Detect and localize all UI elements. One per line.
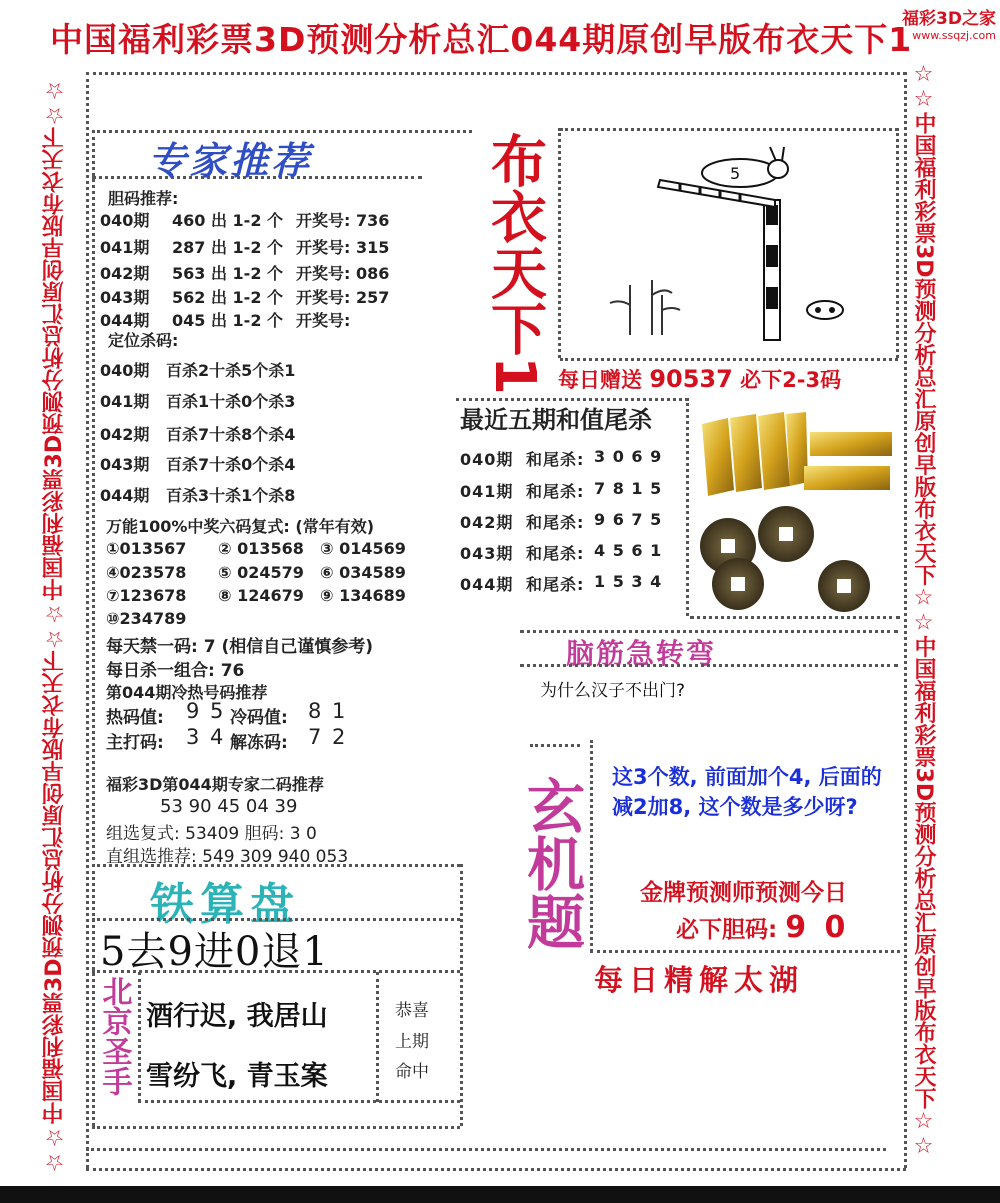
hotcold-title: 第044期冷热号码推荐 — [106, 683, 268, 702]
buyi-vertical-title: 布衣天下1 — [482, 132, 547, 395]
dan-row-nums: 562 出 1-2 个 — [172, 288, 284, 307]
dan-row: 044期 — [100, 311, 150, 330]
image-frame-top — [560, 128, 898, 131]
page-title: 中国福利彩票3D预测分析总汇044期原创早版布衣天下1 — [50, 20, 913, 59]
tail-row-period: 043期 — [460, 544, 514, 563]
six-code-title: 万能100%中奖六码复式: (常年有效) — [106, 517, 375, 536]
beijing-frame-bottom — [138, 1100, 460, 1103]
kill-combo: 每日杀一组合: 76 — [106, 661, 245, 681]
six-code: ⑦123678 — [106, 586, 187, 605]
tiesuan-title: 铁算盘 — [150, 879, 300, 930]
dan-row-nums: 287 出 1-2 个 — [172, 238, 284, 257]
main-value: 3 4 — [186, 725, 226, 749]
tail-row-label: 和尾杀: — [526, 575, 585, 594]
expert-title: 专家推荐 — [148, 139, 313, 183]
tail-row-label: 和尾杀: — [526, 450, 585, 469]
tiesuan-frame-bottom — [92, 1126, 460, 1129]
hot-label: 热码值: — [106, 708, 164, 728]
dan-row: 043期 — [100, 288, 150, 307]
dan-row: 041期 — [100, 238, 150, 257]
congrats-text: 恭喜上期命中 — [395, 1001, 429, 1083]
dan-row-nums: 045 出 1-2 个 — [172, 311, 284, 330]
tail-row-period: 042期 — [460, 513, 514, 532]
gold-coins-illustration — [694, 404, 900, 614]
dan-row: 040期 — [100, 211, 150, 230]
riddle-question: 为什么汉子不出门? — [540, 681, 686, 701]
puzzle-frame-bottom — [590, 950, 900, 953]
dan-label: 胆码推荐: — [108, 189, 179, 208]
xuanji-vertical-title: 玄机题 — [517, 776, 585, 950]
right-side-banner: ☆☆中国福利彩票3D预测分析总汇原创早版布衣天下☆☆中国福利彩票3D预测分析总汇原创早版布衣天下☆☆ — [911, 62, 936, 1160]
group-line: 组选复式: 53409 胆码: 3 0 — [106, 824, 317, 844]
tail-row-value: 9 6 7 5 — [594, 510, 663, 529]
poem-line1: 酒行迟, 我居山 — [146, 1001, 328, 1032]
tail-row-value: 3 0 6 9 — [594, 447, 663, 466]
expert-frame-left — [92, 130, 95, 860]
kill-row-period: 040期 — [100, 361, 150, 380]
kill-row-text: 百杀7十杀0个杀4 — [166, 455, 296, 474]
beijing-divider-right — [376, 972, 379, 1102]
kill-row-period: 042期 — [100, 425, 150, 444]
frame-top — [86, 72, 906, 75]
rabbit-pole-illustration — [600, 145, 870, 345]
kill-row-text: 百杀2十杀5个杀1 — [166, 361, 296, 380]
image-frame-left — [558, 128, 561, 358]
image-frame-right — [896, 128, 899, 358]
six-code: ② 013568 — [218, 539, 304, 558]
dan-row: 042期 — [100, 264, 150, 283]
recent-title: 最近五期和值尾杀 — [460, 406, 652, 434]
bottom-bar — [0, 1186, 1000, 1203]
cold-value: 8 1 — [308, 699, 348, 723]
puzzle-text: 这3个数, 前面加个4, 后面的减2加8, 这个数是多少呀? — [612, 765, 882, 820]
thaw-label: 解冻码: — [230, 733, 288, 753]
beijing-frame-top — [92, 970, 460, 973]
two-code-title: 福彩3D第044期专家二码推荐 — [106, 775, 324, 794]
left-side-banner: ☆☆中国福利彩票3D预测分析总汇原创早版布衣天下☆☆中国福利彩票3D预测分析总汇原创早版布衣天下☆☆ — [42, 76, 67, 1174]
kill-row-text: 百杀7十杀8个杀4 — [166, 425, 296, 444]
beijing-vertical-title: 北京圣手 — [96, 976, 132, 1096]
six-code: ⑩234789 — [106, 609, 187, 628]
hot-value: 9 5 — [186, 699, 226, 723]
site-logo[interactable] — [902, 4, 996, 42]
tail-row-label: 和尾杀: — [526, 482, 585, 501]
tiesuan-frame-top — [92, 864, 460, 867]
gold-dan-number: 9 0 — [785, 910, 850, 945]
tiesuan-frame-right — [460, 864, 463, 1126]
recent-frame-right — [686, 398, 689, 616]
gold-dan-label: 必下胆码: — [676, 917, 778, 943]
six-code: ⑨ 134689 — [320, 586, 406, 605]
coins-frame-bottom — [690, 616, 900, 619]
kill-row-period: 041期 — [100, 392, 150, 411]
direct-line: 直组选推荐: 549 309 940 053 — [106, 847, 349, 867]
dan-row-nums: 460 出 1-2 个 — [172, 211, 284, 230]
main-label: 主打码: — [106, 733, 164, 753]
rabbit-card-label: 5 — [730, 164, 741, 183]
site-name: 福彩3D之家 — [902, 9, 996, 29]
ban-one: 每天禁一码: 7 (相信自己谨慎参考) — [106, 637, 374, 657]
frame-left — [86, 72, 89, 1168]
frame-bottom-inner — [86, 1148, 886, 1151]
tail-row-label: 和尾杀: — [526, 513, 585, 532]
six-code: ①013567 — [106, 539, 187, 558]
dan-row-draw: 开奖号: — [296, 311, 351, 330]
gift-label: 每日赠送 — [558, 368, 642, 392]
tail-row-period: 044期 — [460, 575, 514, 594]
six-code: ④023578 — [106, 563, 187, 582]
kill-row-text: 百杀3十杀1个杀8 — [166, 486, 296, 505]
tail-row-period: 041期 — [460, 482, 514, 501]
tail-row-value: 1 5 3 4 — [594, 572, 663, 591]
tail-row-period: 040期 — [460, 450, 514, 469]
frame-right — [904, 72, 907, 1168]
dan-row-draw: 开奖号: 257 — [296, 288, 390, 307]
six-code: ③ 014569 — [320, 539, 406, 558]
kill-row-period: 043期 — [100, 455, 150, 474]
dan-row-draw: 开奖号: 736 — [296, 211, 390, 230]
kill-row-period: 044期 — [100, 486, 150, 505]
six-code: ⑤ 024579 — [218, 563, 304, 582]
image-frame-bottom — [560, 358, 898, 361]
thaw-value: 7 2 — [308, 725, 348, 749]
tiesuan-line: 5去9进0退1 — [100, 929, 329, 975]
puzzle-frame-left — [590, 740, 593, 952]
brain-teaser-title: 脑筋急转弯 — [566, 637, 717, 670]
frame-bottom — [86, 1168, 906, 1171]
tail-row-label: 和尾杀: — [526, 544, 585, 563]
dan-row-draw: 开奖号: 315 — [296, 238, 390, 257]
kill-row-text: 百杀1十杀0个杀3 — [166, 392, 296, 411]
brain-underline — [520, 664, 898, 667]
taihu-title: 每日精解太湖 — [594, 963, 805, 997]
gift-tail: 必下2-3码 — [740, 368, 842, 392]
tail-row-value: 4 5 6 1 — [594, 541, 663, 560]
dan-row-nums: 563 出 1-2 个 — [172, 264, 284, 283]
six-code: ⑥ 034589 — [320, 563, 406, 582]
gold-predict-line1: 金牌预测师预测今日 — [640, 880, 847, 906]
site-url: www.ssqzj.com — [912, 29, 996, 42]
daily-gift — [558, 364, 841, 394]
kill-label: 定位杀码: — [108, 331, 179, 350]
dan-row-draw: 开奖号: 086 — [296, 264, 390, 283]
poem-line2: 雪纷飞, 青玉案 — [146, 1061, 328, 1092]
cold-label: 冷码值: — [230, 708, 288, 728]
gift-number: 90537 — [649, 365, 733, 393]
gold-predict-line2 — [676, 910, 849, 945]
beijing-divider-left — [138, 972, 141, 1102]
two-code-nums: 53 90 45 04 39 — [160, 796, 298, 817]
tiesuan-frame-left — [92, 864, 95, 1126]
six-code: ⑧ 124679 — [218, 586, 304, 605]
tail-row-value: 7 8 1 5 — [594, 479, 663, 498]
xuanji-frame-top — [530, 744, 580, 747]
